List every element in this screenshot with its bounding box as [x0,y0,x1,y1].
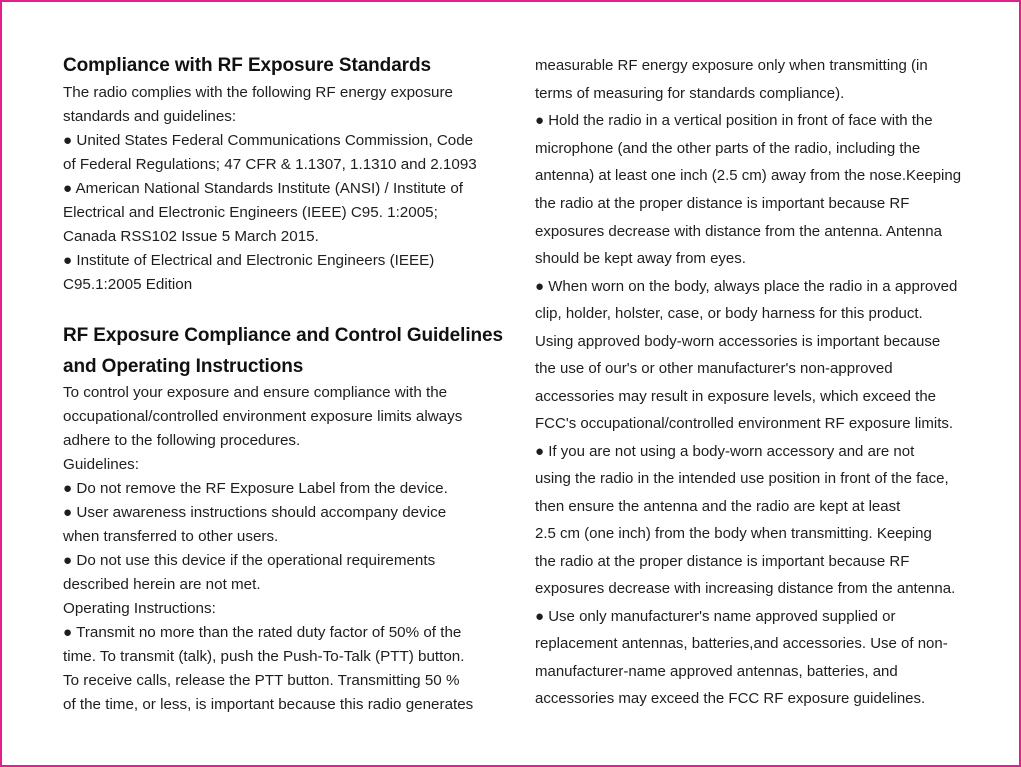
body-line: Electrical and Electronic Engineers (IEEE) C95. 1:2005; [63,204,438,221]
body-line: FCC's occupational/controlled environment RF exposure limits. [535,415,954,432]
body-line: exposures decrease with distance from the antenna. Antenna [535,223,942,240]
body-line: ● When worn on the body, always place the radio in a approved [535,278,958,295]
body-line: microphone (and the other parts of the radio, including the [535,140,921,157]
body-line: ● Institute of Electrical and Electronic Engineers (IEEE) [63,252,435,269]
body-line: ● Hold the radio in a vertical position in front of face with the [535,112,933,129]
heading-rf-exposure-standards: Compliance with RF Exposure Standards [63,55,431,76]
body-line: Guidelines: [63,456,139,473]
body-line: To receive calls, release the PTT button. Transmitting 50 % [63,672,460,689]
body-line: described herein are not met. [63,576,261,593]
body-line: the use of our's or other manufacturer's non-approved [535,360,893,377]
body-line: Operating Instructions: [63,600,216,617]
body-line: ● Do not use this device if the operational requirements [63,552,436,569]
body-line: measurable RF energy exposure only when transmitting (in [535,57,928,74]
body-line: standards and guidelines: [63,108,237,125]
body-line: 2.5 cm (one inch) from the body when transmitting. Keeping [535,525,932,542]
body-line: when transferred to other users. [63,528,279,545]
body-line: using the radio in the intended use position in front of the face, [535,470,949,487]
body-line: Canada RSS102 Issue 5 March 2015. [63,228,319,245]
body-line: ● United States Federal Communications Commission, Code [63,132,474,149]
body-line: should be kept away from eyes. [535,250,746,267]
body-line: ● Do not remove the RF Exposure Label from the device. [63,480,448,497]
body-line: To control your exposure and ensure compliance with the [63,384,448,401]
body-line: C95.1:2005 Edition [63,276,193,293]
body-line: of Federal Regulations; 47 CFR & 1.1307, 1.1310 and 2.1093 [63,156,477,173]
body-line: ● Transmit no more than the rated duty factor of 50% of the [63,624,462,641]
body-line: of the time, or less, is important because this radio generates [63,696,474,713]
body-line: accessories may exceed the FCC RF exposure guidelines. [535,690,926,707]
body-line: manufacturer-name approved antennas, batteries, and [535,663,898,680]
body-line: exposures decrease with increasing distance from the antenna. [535,580,956,597]
body-line: then ensure the antenna and the radio are kept at least [535,498,901,515]
body-line: Using approved body-worn accessories is important because [535,333,941,350]
body-line: The radio complies with the following RF energy exposure [63,84,454,101]
body-line: the radio at the proper distance is important because RF [535,553,910,570]
body-line: the radio at the proper distance is important because RF [535,195,910,212]
body-line: time. To transmit (talk), push the Push-To-Talk (PTT) button. [63,648,465,665]
body-line: replacement antennas, batteries,and accessories. Use of non- [535,635,948,652]
heading-rf-compliance-guidelines: RF Exposure Compliance and Control Guidelines [63,325,503,346]
body-line: ● American National Standards Institute (ANSI) / Institute of [63,180,464,197]
heading-operating-instructions: and Operating Instructions [63,356,304,377]
body-line: clip, holder, holster, case, or body harness for this product. [535,305,923,322]
body-line: ● Use only manufacturer's name approved supplied or [535,608,896,625]
body-line: occupational/controlled environment exposure limits always [63,408,463,425]
body-line: antenna) at least one inch (2.5 cm) away from the nose.Keeping [535,167,962,184]
body-line: adhere to the following procedures. [63,432,301,449]
body-line: accessories may result in exposure levels, which exceed the [535,388,937,405]
body-line: terms of measuring for standards compliance). [535,85,845,102]
body-line: ● User awareness instructions should accompany device [63,504,447,521]
body-line: ● If you are not using a body-worn accessory and are not [535,443,915,460]
